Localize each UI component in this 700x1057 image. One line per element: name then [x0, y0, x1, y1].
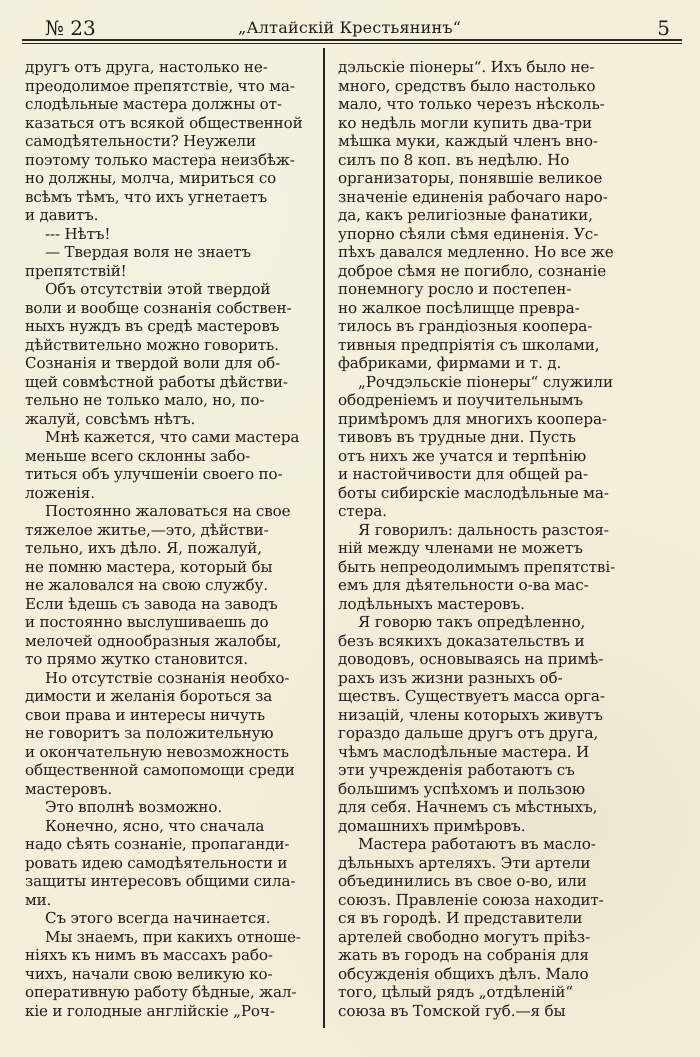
right-paragraph-3: Я говорилъ: дальность разстоя- ній между членами не можетъ быть непреодолимымъ препятстві- емъ для дѣятельности о-ва мас- лодѣльныхъ мастеровъ. — [338, 520, 616, 613]
right-column — [338, 58, 635, 1020]
left-paragraph-11: Мы знаемъ, при какихъ отноше- ніяхъ къ нимъ въ массахъ рабо- чихъ, начали свою великую ко- оперативную работу бѣдные, жал- кіе и голодные англійскіе „Роч- — [25, 927, 301, 1020]
left-paragraph-8: Это вполнѣ возможно. — [45, 798, 223, 816]
left-column — [25, 58, 312, 1020]
left-paragraph-2: --- Нѣтъ! — [45, 224, 111, 243]
left-paragraph-3: — Твердая воля не знаетъ препятствій! — [25, 243, 251, 280]
left-paragraph-9: Конечно, ясно, что сначала надо сѣять сознаніе, пропаганди- ровать идею самодѣятельности и защиты интересовъ общими сила- ми. — [25, 816, 296, 909]
right-paragraph-1: дэльскіе піонеры“. Ихъ было не- много, средствъ было настолько мало, что только черезъ нѣсколь- ко недѣль могли купить два-три мѣшка муки, каждый членъ вно- силъ по 8 коп. въ недѣлю. Но организаторы, понявшіе великое значеніе единенія рабочаго наро- да, какъ религіозные фанатики, упорно сѣяли сѣмя единенія. Ус- пѣхъ давался медленно. Но все же доброе сѣмя не погибло, сознаніе понемногу росло и постепен- но жалкое посѣлищце превра- тилось въ грандіозныя коопера- тивныя предпріятія съ школами, фабриками, фирмами и т. д. — [338, 58, 614, 372]
right-paragraph-5: Мастера работаютъ въ масло- дѣльныхъ артеляхъ. Эти артели объединились въ свое о-во, или союзъ. Правленіе союза находит- ся въ городѣ. И представители артелей свободно могутъ пріѣз- жать въ городъ на собранія для обсужденія общихъ дѣлъ. Мало того, цѣлый рядъ „отдѣленій“ союза въ Томской губ.—я бы — [338, 835, 604, 1020]
page-number: 5 — [657, 16, 670, 40]
left-paragraph-1: другъ отъ друга, настолько не- преодолимое препятствіе, что ма- слодѣльные мастера должны от- казаться отъ всякой общественной самодѣятельности? Неужели поэтому только мастера неизбѣж- но должны, молча, мириться со всѣмъ тѣмъ, что ихъ угнетаетъ и давитъ. — [25, 58, 303, 224]
right-paragraph-2: „Рочдэльскіе піонеры“ служили ободреніемъ и поучительнымъ примѣромъ для многихъ коопера- тивовъ въ трудные дни. Пусть отъ нихъ же учатся и терпѣнію и настойчивости для общей ра- боты сибирскіе маслодѣльные ма- стера. — [338, 372, 614, 520]
left-paragraph-5: Мнѣ кажется, что сами мастера меньше всего склонны забо- титься объ улучшеніи своего по- ложенія. — [25, 428, 300, 502]
journal-title: „Алтайскій Крестьянинъ“ — [238, 18, 462, 37]
header-rule-thin — [22, 43, 682, 44]
column-divider — [323, 48, 325, 1028]
left-paragraph-7: Но отсутствіе сознанія необхо- димости и желанія бороться за свои права и интересы ничуть не говоритъ за положительную и окончательную невозможность общественной самопомощи среди мастеровъ. — [25, 668, 295, 798]
right-paragraph-4: Я говорю такъ опредѣленно, безъ всякихъ доказательствъ и доводовъ, основываясь на примѣ- рахъ изъ жизни разныхъ об- ществъ. Существуетъ масса орга- низацій, члены которыхъ живутъ гораздо дальше другъ отъ друга, чѣмъ маслодѣльные мастера. И эти учрежденія работаютъ съ большимъ успѣхомъ и пользою для себя. Начнемъ съ мѣстныхъ, домашнихъ примѣровъ. — [338, 613, 605, 835]
left-paragraph-10: Съ этого всегда начинается. — [45, 909, 271, 927]
left-paragraph-4: Объ отсутствіи этой твердой воли и вообще сознанія собствен- ныхъ нуждъ въ средѣ мастеровъ дѣйствительно можно говорить. Сознанія и твердой воли для об- щей совмѣстной работы дѣйстви- тельно не только мало, но, по- жалуй, совсѣмъ нѣтъ. — [25, 280, 292, 428]
issue-number: № 23 — [45, 16, 96, 40]
left-paragraph-6: Постоянно жаловаться на свое тяжелое житье,—это, дѣйстви- тельно, ихъ дѣло. Я, пожалуй, не помню мастера, который бы не жаловался на свою службу. Если ѣдешь съ завода на заводъ и постоянно выслушиваешь до мелочей однообразныя жалобы, то прямо жутко становится. — [25, 502, 291, 668]
header-rule — [22, 39, 682, 41]
